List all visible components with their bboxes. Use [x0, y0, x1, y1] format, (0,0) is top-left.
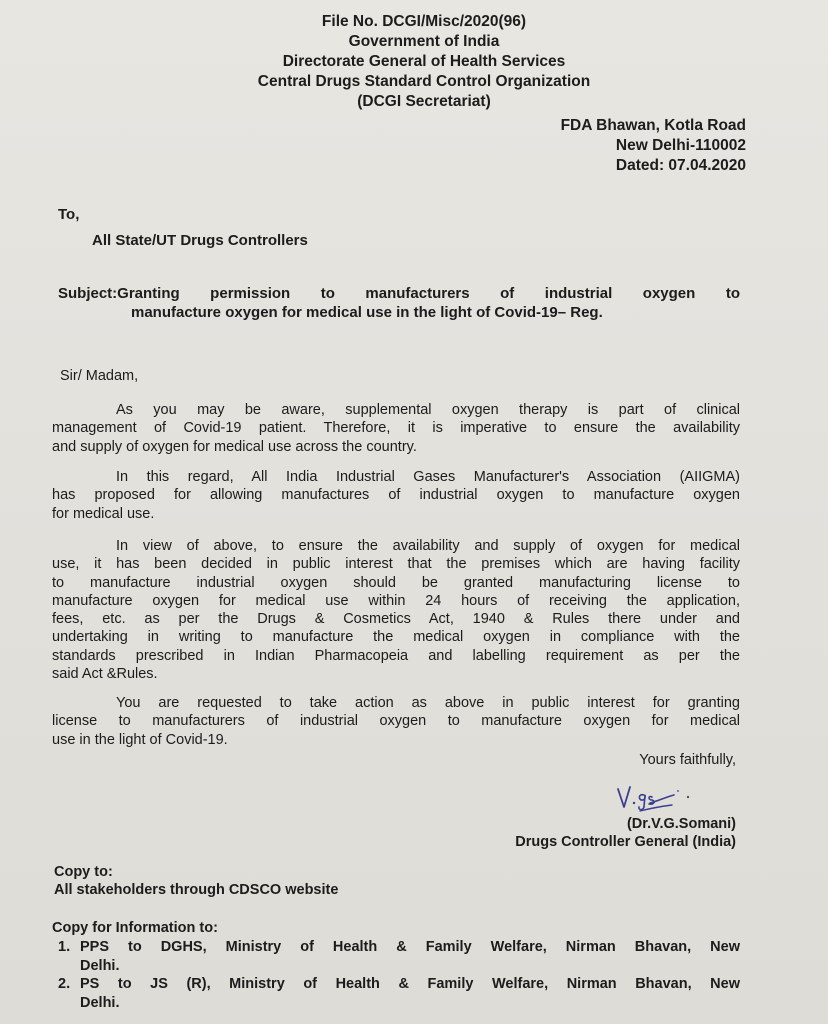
paragraph-line: manufacture oxygen for medical use within 24 hours of receiving the application, [52, 592, 740, 609]
paragraph-line: undertaking in writing to manufacture the medical oxygen in compliance with the [52, 629, 740, 646]
paragraph-line: In view of above, to ensure the availability and supply of oxygen for medical [116, 538, 740, 554]
list-item [58, 938, 740, 975]
list-item-number: 1. [58, 939, 71, 955]
copy-for-information-list [58, 938, 740, 1012]
secretariat-name: (DCGI Secretariat) [357, 93, 491, 110]
government-name: Government of India [348, 33, 500, 50]
list-item-text: PS to JS (R), Ministry of Health & Family Welfare, Nirman Bhavan, New [80, 976, 740, 992]
paragraph-line: In this regard, All India Industrial Gases Manufacturer's Association (AIIGMA) [116, 469, 740, 485]
addressee: All State/UT Drugs Controllers [92, 232, 308, 249]
copy-to-heading: Copy to: [54, 864, 113, 880]
address-line-2: New Delhi-110002 [615, 137, 746, 154]
copy-for-information-heading: Copy for Information to: [52, 920, 218, 936]
list-item [58, 975, 740, 1012]
letterhead [0, 12, 828, 112]
handwritten-signature-icon [612, 783, 692, 815]
signatory-title: Drugs Controller General (India) [515, 834, 736, 850]
closing-phrase: Yours faithfully, [639, 752, 736, 768]
directorate-name: Directorate General of Health Services [282, 53, 566, 70]
body-paragraph-3 [52, 537, 740, 683]
body-paragraph-4 [52, 694, 740, 749]
subject-line-1: Subject:Granting permission to manufacturers of industrial oxygen to [58, 285, 740, 302]
address-line-1: FDA Bhawan, Kotla Road [560, 117, 746, 134]
paragraph-line: and supply of oxygen for medical use across the country. [52, 438, 417, 455]
paragraph-line: said Act &Rules. [52, 666, 158, 683]
list-item-text: PPS to DGHS, Ministry of Health & Family Welfare, Nirman Bhavan, New [80, 939, 740, 955]
sender-address [561, 116, 746, 176]
paragraph-line: You are requested to take action as above in public interest for granting [116, 695, 740, 711]
list-item-number: 2. [58, 976, 71, 992]
paragraph-line: license to manufacturers of industrial oxygen to manufacture oxygen for medical [52, 713, 740, 730]
organization-name: Central Drugs Standard Control Organization [257, 73, 591, 90]
body-paragraph-1 [52, 401, 740, 456]
list-item-text: Delhi. [80, 994, 120, 1011]
paragraph-line: has proposed for allowing manufactures of industrial oxygen to manufacture oxygen [52, 487, 740, 504]
paragraph-line: for medical use. [52, 505, 155, 522]
file-number: File No. DCGI/Misc/2020(96) [321, 13, 527, 30]
list-item-text: Delhi. [80, 957, 120, 974]
copy-to-value: All stakeholders through CDSCO website [54, 882, 339, 898]
paragraph-line: As you may be aware, supplemental oxygen therapy is part of clinical [116, 402, 740, 418]
subject-line-2: manufacture oxygen for medical use in the light of Covid-19– Reg. [131, 304, 603, 321]
salutation: Sir/ Madam, [60, 368, 139, 384]
letter-date: Dated: 07.04.2020 [615, 157, 746, 174]
paragraph-line: standards prescribed in Indian Pharmacopeia and labelling requirement as per the [52, 647, 740, 664]
paragraph-line: use in the light of Covid-19. [52, 731, 228, 748]
signatory-name: (Dr.V.G.Somani) [626, 816, 736, 832]
to-label: To, [58, 206, 80, 223]
subject-line [58, 284, 740, 322]
body-paragraph-2 [52, 468, 740, 523]
paragraph-line: management of Covid-19 patient. Therefore, it is imperative to ensure the availability [52, 420, 740, 437]
paragraph-line: use, it has been decided in public interest that the premises which are having facility [52, 556, 740, 573]
paragraph-line: fees, etc. as per the Drugs & Cosmetics Act, 1940 & Rules there under and [52, 611, 740, 628]
paragraph-line: to manufacture industrial oxygen should be granted manufacturing license to [52, 574, 740, 591]
